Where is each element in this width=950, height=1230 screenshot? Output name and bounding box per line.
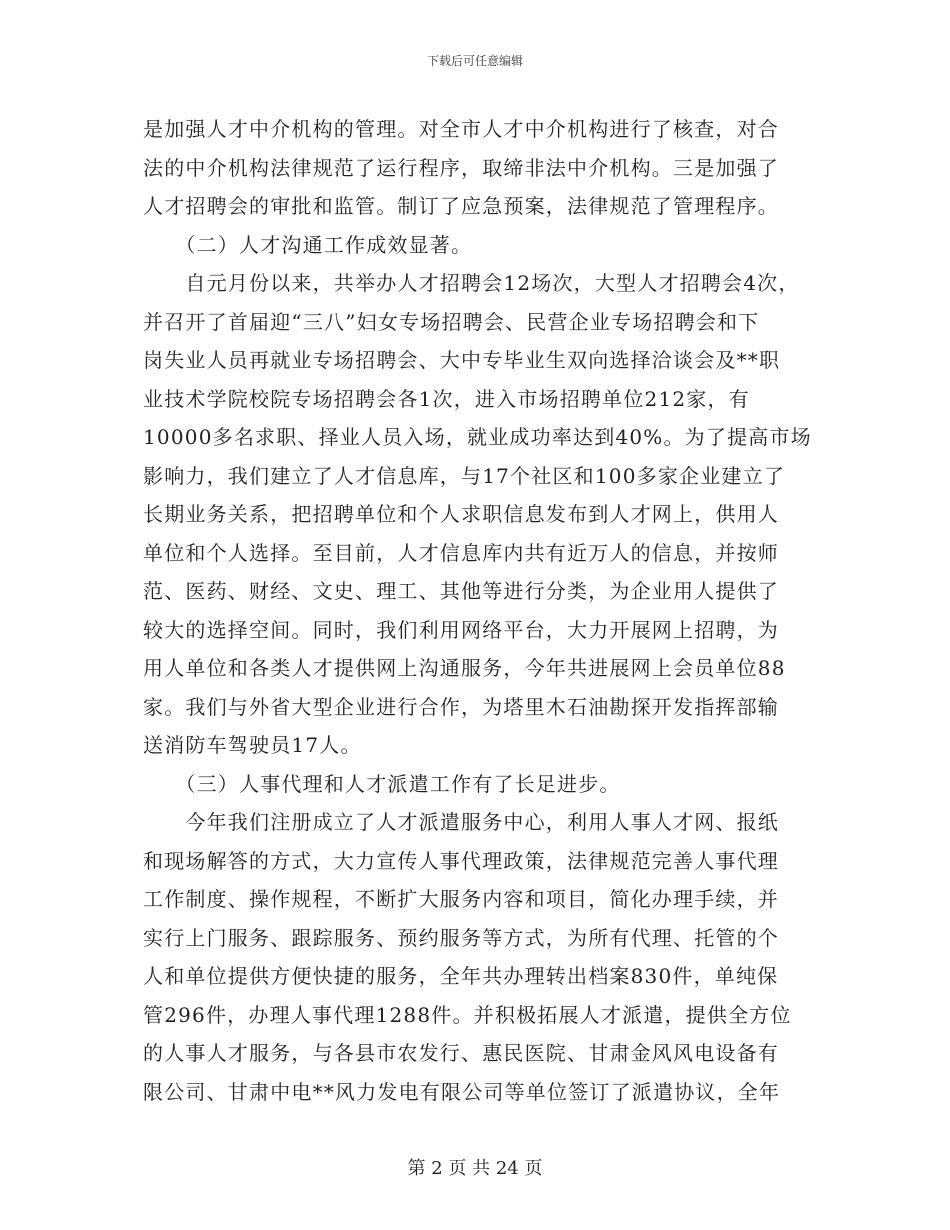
text-line: 范、医药、财经、文史、理工、其他等进行分类，为企业用人提供了: [143, 579, 779, 603]
text-line: （三）人事代理和人才派遣工作有了长足进步。: [143, 771, 621, 796]
text-line: 自元月份以来，共举办人才招聘会12场次，大型人才招聘会4次，: [143, 271, 800, 295]
text-line: 人和单位提供方便快捷的服务，全年共办理转出档案830件，单纯保: [143, 964, 779, 988]
page-footer-number: 第 2 页 共 24 页: [407, 1158, 543, 1179]
text-line: 今年我们注册成立了人才派遣服务中心，利用人事人才网、报纸: [143, 810, 779, 834]
text-line: 影响力，我们建立了人才信息库，与17个社区和100多家企业建立了: [143, 463, 786, 488]
text-line: 限公司、甘肃中电**风力发电有限公司等单位签订了派遣协议，全年: [143, 1079, 781, 1104]
text-line: 和现场解答的方式，大力宣传人事代理政策，法律规范完善人事代理: [143, 848, 779, 873]
text-line: 工作制度、操作规程，不断扩大服务内容和项目，简化办理手续，并: [143, 887, 779, 911]
text-line: 是加强人才中介机构的管理。对全市人才中介机构进行了核查，对合: [143, 117, 779, 141]
text-line: 用人单位和各类人才提供网上沟通服务，今年共进展网上会员单位88: [143, 656, 786, 680]
text-line: 的人事人才服务，与各县市农发行、惠民医院、甘肃金风风电设备有: [143, 1041, 779, 1065]
text-line: 法的中介机构法律规范了运行程序，取缔非法中介机构。三是加强了: [143, 155, 779, 180]
document-body: [143, 110, 811, 1111]
text-line: 单位和个人选择。至目前，人才信息库内共有近万人的信息，并按师: [143, 540, 779, 565]
text-line: 岗失业人员再就业专场招聘会、大中专毕业生双向选择洽谈会及**职: [143, 348, 781, 372]
text-line: （二）人才沟通工作成效显著。: [143, 232, 473, 257]
text-line: 人才招聘会的审批和监管。制订了应急预案，法律规范了管理程序。: [143, 194, 779, 218]
text-line: 较大的选择空间。同时，我们利用网络平台，大力开展网上招聘，为: [143, 617, 779, 642]
text-line: 业技术学院校院专场招聘会各1次，进入市场招聘单位212家，有: [143, 386, 750, 411]
text-line: 长期业务关系，把招聘单位和个人求职信息发布到人才网上，供用人: [143, 502, 779, 526]
text-line: 10000多名求职、择业人员入场，就业成功率达到40%。为了提高市场: [143, 425, 812, 449]
text-line: 实行上门服务、跟踪服务、预约服务等方式，为所有代理、托管的个: [143, 925, 779, 950]
text-line: 送消防车驾驶员17人。: [143, 733, 362, 757]
text-line: 管296件，办理人事代理1288件。并积极拓展人才派遣，提供全方位: [143, 1002, 792, 1027]
text-line: 家。我们与外省大型企业进行合作，为塔里木石油勘探开发指挥部输: [143, 694, 779, 719]
text-line: 并召开了首届迎“三八”妇女专场招聘会、民营企业专场招聘会和下: [143, 309, 760, 334]
page-header-note: 下载后可任意编辑: [426, 54, 523, 68]
